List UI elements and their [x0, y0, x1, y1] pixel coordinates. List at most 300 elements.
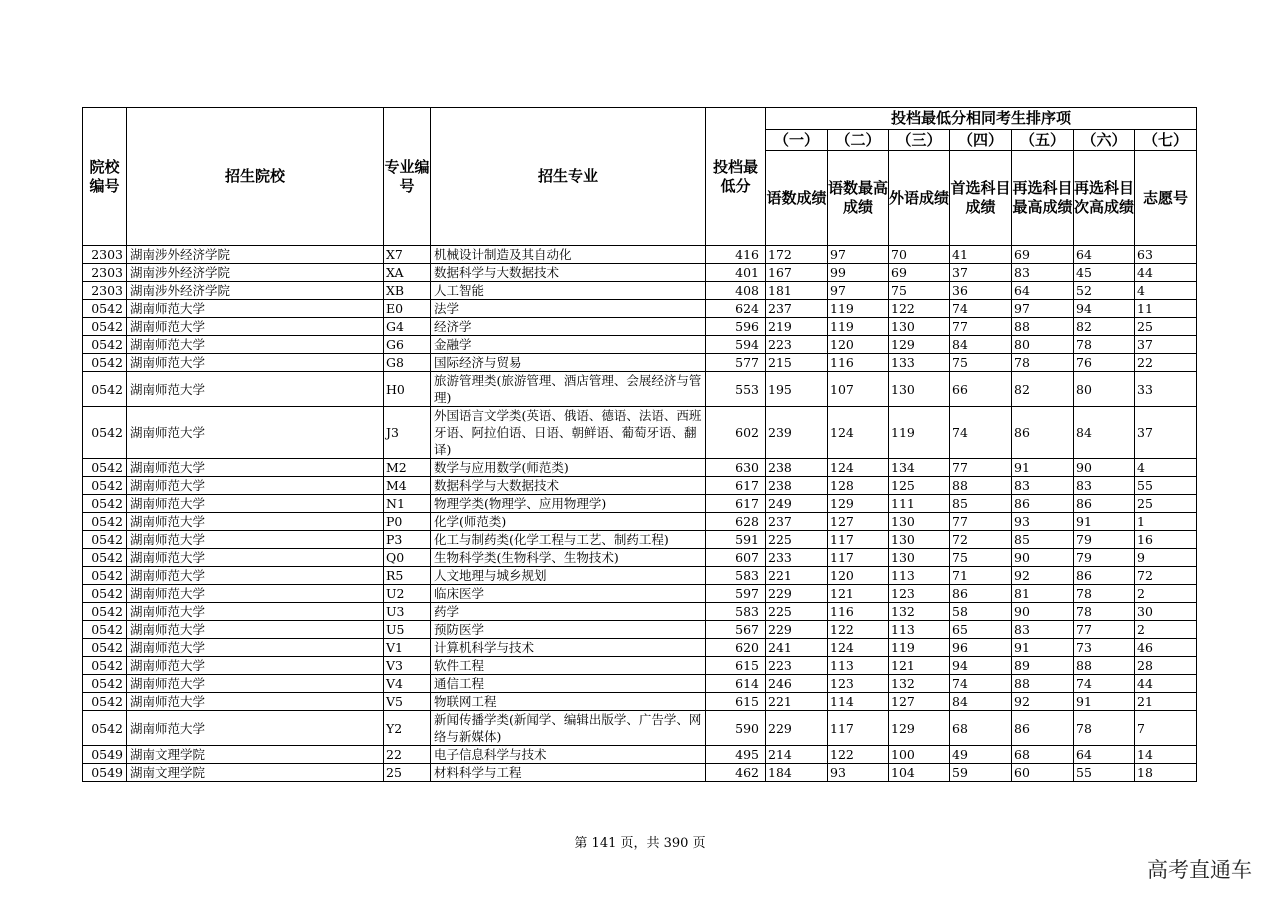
major-code-cell: V4 — [384, 675, 431, 693]
sort-5-cell: 82 — [1012, 372, 1074, 407]
sort-3-cell: 130 — [889, 549, 950, 567]
table-row — [83, 693, 1197, 711]
sort-7-cell: 44 — [1135, 264, 1197, 282]
sort-5-cell: 92 — [1012, 567, 1074, 585]
school-name-cell: 湖南涉外经济学院 — [127, 282, 384, 300]
sort-2-cell: 120 — [828, 336, 889, 354]
sort-2-cell: 99 — [828, 264, 889, 282]
table-row — [83, 746, 1197, 764]
major-code-cell: V1 — [384, 639, 431, 657]
sort-7-cell: 25 — [1135, 318, 1197, 336]
school-code-cell: 0542 — [83, 675, 127, 693]
sort-3-cell: 129 — [889, 336, 950, 354]
major-name-cell: 电子信息科学与技术 — [431, 746, 706, 764]
sort-2-cell: 116 — [828, 603, 889, 621]
sort-4-cell: 84 — [950, 693, 1012, 711]
sort-7-cell: 4 — [1135, 459, 1197, 477]
min-score-cell: 614 — [706, 675, 766, 693]
sort-4-cell: 58 — [950, 603, 1012, 621]
header-sort-number: （五） — [1012, 130, 1074, 151]
sort-3-cell: 119 — [889, 407, 950, 459]
sort-5-cell: 90 — [1012, 549, 1074, 567]
min-score-cell: 602 — [706, 407, 766, 459]
school-code-cell: 0542 — [83, 531, 127, 549]
sort-7-cell: 72 — [1135, 567, 1197, 585]
sort-6-cell: 73 — [1074, 639, 1135, 657]
min-score-cell: 620 — [706, 639, 766, 657]
major-name-cell: 国际经济与贸易 — [431, 354, 706, 372]
sort-6-cell: 74 — [1074, 675, 1135, 693]
major-code-cell: G4 — [384, 318, 431, 336]
school-name-cell: 湖南师范大学 — [127, 603, 384, 621]
sort-7-cell: 7 — [1135, 711, 1197, 746]
sort-1-cell: 246 — [766, 675, 828, 693]
sort-1-cell: 223 — [766, 336, 828, 354]
min-score-cell: 553 — [706, 372, 766, 407]
sort-4-cell: 36 — [950, 282, 1012, 300]
min-score-cell: 590 — [706, 711, 766, 746]
sort-6-cell: 90 — [1074, 459, 1135, 477]
sort-3-cell: 130 — [889, 372, 950, 407]
header-sort-item: 语数成绩 — [766, 151, 828, 246]
sort-2-cell: 114 — [828, 693, 889, 711]
sort-1-cell: 184 — [766, 764, 828, 782]
table-row — [83, 621, 1197, 639]
header-sort-item: 志愿号 — [1135, 151, 1197, 246]
sort-5-cell: 88 — [1012, 318, 1074, 336]
min-score-cell: 462 — [706, 764, 766, 782]
sort-1-cell: 225 — [766, 603, 828, 621]
sort-7-cell: 14 — [1135, 746, 1197, 764]
sort-1-cell: 223 — [766, 657, 828, 675]
sort-1-cell: 238 — [766, 459, 828, 477]
header-sort-group: 投档最低分相同考生排序项 — [766, 108, 1197, 130]
table-row — [83, 407, 1197, 459]
sort-6-cell: 80 — [1074, 372, 1135, 407]
min-score-cell: 624 — [706, 300, 766, 318]
major-code-cell: XA — [384, 264, 431, 282]
school-name-cell: 湖南师范大学 — [127, 639, 384, 657]
table-row — [83, 585, 1197, 603]
sort-2-cell: 124 — [828, 407, 889, 459]
min-score-cell: 594 — [706, 336, 766, 354]
school-name-cell: 湖南师范大学 — [127, 300, 384, 318]
sort-4-cell: 77 — [950, 318, 1012, 336]
min-score-cell: 591 — [706, 531, 766, 549]
major-code-cell: U3 — [384, 603, 431, 621]
sort-3-cell: 133 — [889, 354, 950, 372]
table-row — [83, 246, 1197, 264]
table-row — [83, 639, 1197, 657]
major-code-cell: G6 — [384, 336, 431, 354]
sort-4-cell: 74 — [950, 407, 1012, 459]
sort-3-cell: 123 — [889, 585, 950, 603]
table-row — [83, 372, 1197, 407]
header-sort-number: （三） — [889, 130, 950, 151]
sort-1-cell: 241 — [766, 639, 828, 657]
school-name-cell: 湖南师范大学 — [127, 318, 384, 336]
sort-3-cell: 130 — [889, 513, 950, 531]
header-sort-number: （七） — [1135, 130, 1197, 151]
sort-4-cell: 49 — [950, 746, 1012, 764]
sort-4-cell: 86 — [950, 585, 1012, 603]
header-major: 招生专业 — [431, 108, 706, 246]
sort-6-cell: 45 — [1074, 264, 1135, 282]
sort-4-cell: 71 — [950, 567, 1012, 585]
sort-4-cell: 75 — [950, 354, 1012, 372]
sort-3-cell: 129 — [889, 711, 950, 746]
major-name-cell: 通信工程 — [431, 675, 706, 693]
sort-7-cell: 30 — [1135, 603, 1197, 621]
header-sort-number: （四） — [950, 130, 1012, 151]
sort-3-cell: 111 — [889, 495, 950, 513]
min-score-cell: 597 — [706, 585, 766, 603]
sort-1-cell: 238 — [766, 477, 828, 495]
sort-4-cell: 75 — [950, 549, 1012, 567]
table-row — [83, 657, 1197, 675]
major-name-cell: 药学 — [431, 603, 706, 621]
sort-5-cell: 89 — [1012, 657, 1074, 675]
school-name-cell: 湖南师范大学 — [127, 495, 384, 513]
sort-6-cell: 78 — [1074, 336, 1135, 354]
sort-5-cell: 68 — [1012, 746, 1074, 764]
sort-5-cell: 81 — [1012, 585, 1074, 603]
major-name-cell: 材料科学与工程 — [431, 764, 706, 782]
sort-2-cell: 97 — [828, 282, 889, 300]
major-name-cell: 物理学类(物理学、应用物理学) — [431, 495, 706, 513]
header-min-score: 投档最低分 — [706, 108, 766, 246]
sort-6-cell: 84 — [1074, 407, 1135, 459]
sort-7-cell: 33 — [1135, 372, 1197, 407]
school-name-cell: 湖南师范大学 — [127, 567, 384, 585]
school-name-cell: 湖南师范大学 — [127, 372, 384, 407]
major-code-cell: 25 — [384, 764, 431, 782]
sort-7-cell: 21 — [1135, 693, 1197, 711]
school-code-cell: 0542 — [83, 372, 127, 407]
sort-1-cell: 215 — [766, 354, 828, 372]
school-code-cell: 0542 — [83, 513, 127, 531]
sort-1-cell: 181 — [766, 282, 828, 300]
sort-2-cell: 116 — [828, 354, 889, 372]
sort-5-cell: 60 — [1012, 764, 1074, 782]
sort-2-cell: 93 — [828, 764, 889, 782]
page-footer: 第 141 页，共 390 页 — [574, 836, 706, 851]
min-score-cell: 401 — [706, 264, 766, 282]
sort-4-cell: 68 — [950, 711, 1012, 746]
sort-5-cell: 69 — [1012, 246, 1074, 264]
sort-7-cell: 44 — [1135, 675, 1197, 693]
min-score-cell: 617 — [706, 477, 766, 495]
school-code-cell: 0542 — [83, 567, 127, 585]
major-code-cell: P0 — [384, 513, 431, 531]
table-row — [83, 264, 1197, 282]
school-name-cell: 湖南师范大学 — [127, 621, 384, 639]
major-name-cell: 预防医学 — [431, 621, 706, 639]
watermark-logo: 高考直通车 — [1147, 858, 1252, 882]
major-code-cell: P3 — [384, 531, 431, 549]
sort-3-cell: 125 — [889, 477, 950, 495]
sort-5-cell: 97 — [1012, 300, 1074, 318]
sort-2-cell: 122 — [828, 746, 889, 764]
school-code-cell: 0542 — [83, 621, 127, 639]
sort-1-cell: 221 — [766, 567, 828, 585]
sort-6-cell: 78 — [1074, 711, 1135, 746]
sort-1-cell: 167 — [766, 264, 828, 282]
sort-6-cell: 78 — [1074, 603, 1135, 621]
school-code-cell: 2303 — [83, 246, 127, 264]
school-code-cell: 0542 — [83, 585, 127, 603]
major-code-cell: H0 — [384, 372, 431, 407]
min-score-cell: 583 — [706, 567, 766, 585]
sort-3-cell: 130 — [889, 531, 950, 549]
major-code-cell: V3 — [384, 657, 431, 675]
table-header — [83, 108, 1197, 246]
school-name-cell: 湖南师范大学 — [127, 711, 384, 746]
sort-1-cell: 172 — [766, 246, 828, 264]
school-code-cell: 0549 — [83, 746, 127, 764]
sort-3-cell: 70 — [889, 246, 950, 264]
sort-1-cell: 249 — [766, 495, 828, 513]
major-name-cell: 外国语言文学类(英语、俄语、德语、法语、西班牙语、阿拉伯语、日语、朝鲜语、葡萄牙语、翻译) — [431, 407, 706, 459]
school-name-cell: 湖南师范大学 — [127, 585, 384, 603]
sort-7-cell: 11 — [1135, 300, 1197, 318]
sort-7-cell: 22 — [1135, 354, 1197, 372]
major-code-cell: Q0 — [384, 549, 431, 567]
min-score-cell: 583 — [706, 603, 766, 621]
sort-3-cell: 122 — [889, 300, 950, 318]
min-score-cell: 615 — [706, 657, 766, 675]
major-code-cell: J3 — [384, 407, 431, 459]
school-code-cell: 0542 — [83, 639, 127, 657]
min-score-cell: 596 — [706, 318, 766, 336]
school-name-cell: 湖南师范大学 — [127, 693, 384, 711]
major-name-cell: 临床医学 — [431, 585, 706, 603]
sort-1-cell: 214 — [766, 746, 828, 764]
sort-1-cell: 237 — [766, 300, 828, 318]
major-code-cell: G8 — [384, 354, 431, 372]
major-code-cell: R5 — [384, 567, 431, 585]
school-name-cell: 湖南文理学院 — [127, 764, 384, 782]
school-code-cell: 0542 — [83, 495, 127, 513]
major-code-cell: M4 — [384, 477, 431, 495]
table-row — [83, 675, 1197, 693]
major-code-cell: X7 — [384, 246, 431, 264]
sort-6-cell: 55 — [1074, 764, 1135, 782]
sort-5-cell: 86 — [1012, 711, 1074, 746]
school-name-cell: 湖南师范大学 — [127, 459, 384, 477]
school-code-cell: 0542 — [83, 407, 127, 459]
table-row — [83, 354, 1197, 372]
sort-4-cell: 37 — [950, 264, 1012, 282]
major-code-cell: 22 — [384, 746, 431, 764]
school-code-cell: 0542 — [83, 354, 127, 372]
sort-2-cell: 124 — [828, 459, 889, 477]
school-name-cell: 湖南师范大学 — [127, 531, 384, 549]
school-code-cell: 0542 — [83, 336, 127, 354]
sort-2-cell: 119 — [828, 318, 889, 336]
school-code-cell: 0542 — [83, 711, 127, 746]
sort-5-cell: 91 — [1012, 459, 1074, 477]
sort-3-cell: 130 — [889, 318, 950, 336]
sort-5-cell: 90 — [1012, 603, 1074, 621]
min-score-cell: 495 — [706, 746, 766, 764]
header-sort-number: （六） — [1074, 130, 1135, 151]
sort-7-cell: 2 — [1135, 585, 1197, 603]
sort-2-cell: 122 — [828, 621, 889, 639]
sort-1-cell: 229 — [766, 711, 828, 746]
header-major-code: 专业编号 — [384, 108, 431, 246]
header-school-code: 院校编号 — [83, 108, 127, 246]
sort-6-cell: 77 — [1074, 621, 1135, 639]
sort-2-cell: 117 — [828, 711, 889, 746]
header-sort-item: 语数最高成绩 — [828, 151, 889, 246]
sort-5-cell: 83 — [1012, 477, 1074, 495]
table-row — [83, 477, 1197, 495]
sort-1-cell: 229 — [766, 585, 828, 603]
sort-1-cell: 225 — [766, 531, 828, 549]
school-code-cell: 0542 — [83, 300, 127, 318]
table-row — [83, 603, 1197, 621]
school-code-cell: 2303 — [83, 282, 127, 300]
sort-1-cell: 229 — [766, 621, 828, 639]
sort-3-cell: 132 — [889, 603, 950, 621]
school-code-cell: 0542 — [83, 657, 127, 675]
sort-7-cell: 37 — [1135, 407, 1197, 459]
sort-6-cell: 78 — [1074, 585, 1135, 603]
sort-3-cell: 75 — [889, 282, 950, 300]
min-score-cell: 628 — [706, 513, 766, 531]
sort-4-cell: 59 — [950, 764, 1012, 782]
sort-5-cell: 83 — [1012, 264, 1074, 282]
school-name-cell: 湖南师范大学 — [127, 354, 384, 372]
sort-3-cell: 127 — [889, 693, 950, 711]
school-name-cell: 湖南师范大学 — [127, 657, 384, 675]
major-name-cell: 金融学 — [431, 336, 706, 354]
sort-5-cell: 78 — [1012, 354, 1074, 372]
sort-4-cell: 74 — [950, 675, 1012, 693]
sort-4-cell: 65 — [950, 621, 1012, 639]
table-row — [83, 711, 1197, 746]
school-name-cell: 湖南师范大学 — [127, 477, 384, 495]
sort-6-cell: 91 — [1074, 693, 1135, 711]
sort-5-cell: 86 — [1012, 407, 1074, 459]
sort-6-cell: 52 — [1074, 282, 1135, 300]
school-name-cell: 湖南师范大学 — [127, 675, 384, 693]
sort-5-cell: 85 — [1012, 531, 1074, 549]
school-code-cell: 0542 — [83, 549, 127, 567]
table-row — [83, 567, 1197, 585]
sort-1-cell: 221 — [766, 693, 828, 711]
school-code-cell: 0542 — [83, 603, 127, 621]
major-code-cell: Y2 — [384, 711, 431, 746]
sort-6-cell: 91 — [1074, 513, 1135, 531]
table-row — [83, 764, 1197, 782]
table-body — [83, 246, 1197, 782]
school-name-cell: 湖南师范大学 — [127, 407, 384, 459]
table-row — [83, 513, 1197, 531]
sort-4-cell: 84 — [950, 336, 1012, 354]
major-name-cell: 法学 — [431, 300, 706, 318]
sort-5-cell: 88 — [1012, 675, 1074, 693]
sort-2-cell: 97 — [828, 246, 889, 264]
sort-7-cell: 4 — [1135, 282, 1197, 300]
major-name-cell: 生物科学类(生物科学、生物技术) — [431, 549, 706, 567]
major-code-cell: XB — [384, 282, 431, 300]
sort-2-cell: 121 — [828, 585, 889, 603]
sort-3-cell: 119 — [889, 639, 950, 657]
major-name-cell: 软件工程 — [431, 657, 706, 675]
sort-4-cell: 74 — [950, 300, 1012, 318]
admission-table — [82, 107, 1197, 782]
sort-2-cell: 117 — [828, 531, 889, 549]
sort-7-cell: 55 — [1135, 477, 1197, 495]
sort-4-cell: 94 — [950, 657, 1012, 675]
major-name-cell: 物联网工程 — [431, 693, 706, 711]
sort-7-cell: 9 — [1135, 549, 1197, 567]
sort-2-cell: 107 — [828, 372, 889, 407]
sort-5-cell: 86 — [1012, 495, 1074, 513]
sort-3-cell: 100 — [889, 746, 950, 764]
sort-3-cell: 113 — [889, 621, 950, 639]
table-row — [83, 549, 1197, 567]
table-row — [83, 531, 1197, 549]
sort-1-cell: 239 — [766, 407, 828, 459]
sort-4-cell: 85 — [950, 495, 1012, 513]
sort-1-cell: 233 — [766, 549, 828, 567]
sort-2-cell: 124 — [828, 639, 889, 657]
min-score-cell: 630 — [706, 459, 766, 477]
sort-5-cell: 93 — [1012, 513, 1074, 531]
header-sort-number: （一） — [766, 130, 828, 151]
table-row — [83, 336, 1197, 354]
min-score-cell: 615 — [706, 693, 766, 711]
sort-4-cell: 66 — [950, 372, 1012, 407]
major-name-cell: 人工智能 — [431, 282, 706, 300]
sort-7-cell: 1 — [1135, 513, 1197, 531]
major-name-cell: 经济学 — [431, 318, 706, 336]
sort-6-cell: 86 — [1074, 567, 1135, 585]
sort-4-cell: 72 — [950, 531, 1012, 549]
major-code-cell: V5 — [384, 693, 431, 711]
major-name-cell: 数据科学与大数据技术 — [431, 477, 706, 495]
sort-4-cell: 41 — [950, 246, 1012, 264]
major-code-cell: U2 — [384, 585, 431, 603]
sort-7-cell: 46 — [1135, 639, 1197, 657]
major-name-cell: 机械设计制造及其自动化 — [431, 246, 706, 264]
major-code-cell: N1 — [384, 495, 431, 513]
sort-1-cell: 219 — [766, 318, 828, 336]
sort-5-cell: 92 — [1012, 693, 1074, 711]
table-row — [83, 300, 1197, 318]
school-code-cell: 2303 — [83, 264, 127, 282]
school-code-cell: 0549 — [83, 764, 127, 782]
sort-6-cell: 88 — [1074, 657, 1135, 675]
header-sort-item: 再选科目次高成绩 — [1074, 151, 1135, 246]
major-code-cell: E0 — [384, 300, 431, 318]
major-name-cell: 计算机科学与技术 — [431, 639, 706, 657]
header-sort-item: 外语成绩 — [889, 151, 950, 246]
sort-2-cell: 119 — [828, 300, 889, 318]
sort-2-cell: 113 — [828, 657, 889, 675]
sort-4-cell: 88 — [950, 477, 1012, 495]
sort-2-cell: 117 — [828, 549, 889, 567]
school-name-cell: 湖南师范大学 — [127, 336, 384, 354]
school-name-cell: 湖南师范大学 — [127, 549, 384, 567]
major-name-cell: 人文地理与城乡规划 — [431, 567, 706, 585]
major-name-cell: 旅游管理类(旅游管理、酒店管理、会展经济与管理) — [431, 372, 706, 407]
sort-7-cell: 63 — [1135, 246, 1197, 264]
sort-7-cell: 25 — [1135, 495, 1197, 513]
